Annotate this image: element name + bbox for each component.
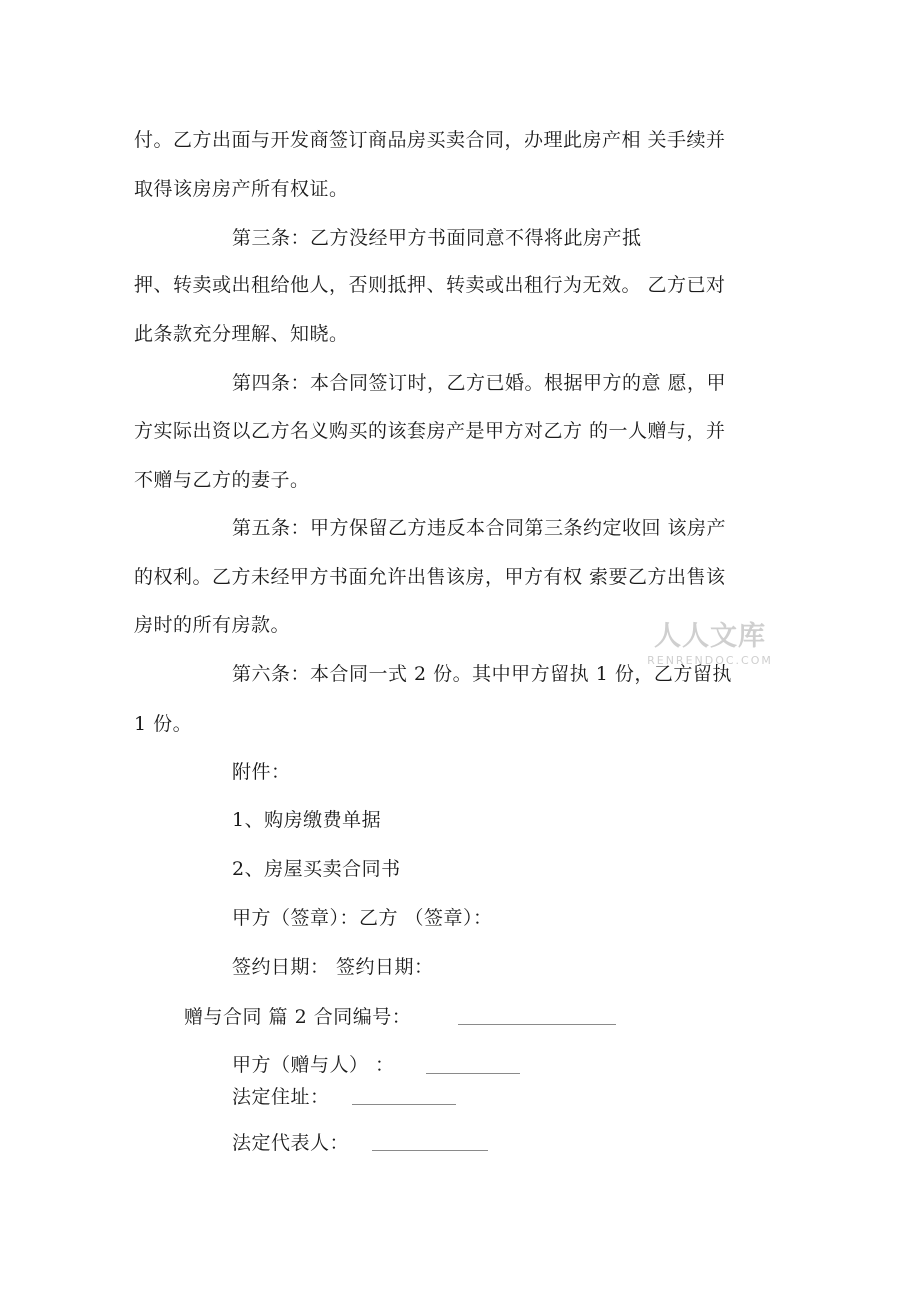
signature-line: 甲方（签章）：乙方 （签章）： xyxy=(232,907,493,929)
attachment-item: 2、房屋买卖合同书 xyxy=(232,858,401,880)
watermark-subtitle: RENRENDOC.COM xyxy=(647,654,773,667)
donor-blank xyxy=(426,1073,520,1074)
paragraph-line: 付。乙方出面与开发商签订商品房买卖合同，办理此房产相 关手续并 xyxy=(134,129,726,151)
watermark-logo xyxy=(640,620,780,680)
paragraph-line: 1 份。 xyxy=(134,713,193,735)
legal-representative-blank xyxy=(372,1150,488,1151)
article-4-heading-line: 第四条：本合同签订时，乙方已婚。根据甲方的意 愿，甲 xyxy=(232,372,727,394)
article-5-heading-line: 第五条：甲方保留乙方违反本合同第三条约定收回 该房产 xyxy=(232,517,727,539)
paragraph-line: 方实际出资以乙方名义购买的该套房产是甲方对乙方 的一人赠与，并 xyxy=(134,420,726,442)
attachment-item: 1、购房缴费单据 xyxy=(232,809,382,831)
signing-date-line: 签约日期： 签约日期： xyxy=(232,956,434,978)
legal-address-line: 法定住址： xyxy=(232,1086,330,1108)
paragraph-line: 此条款充分理解、知晓。 xyxy=(134,323,349,345)
paragraph-line: 房时的所有房款。 xyxy=(134,614,291,636)
contract-number-line: 赠与合同 篇 2 合同编号： xyxy=(184,1006,412,1028)
donor-line: 甲方（赠与人） ： xyxy=(232,1054,395,1076)
attachments-label: 附件： xyxy=(232,761,291,783)
article-3-heading-line: 第三条：乙方没经甲方书面同意不得将此房产抵 xyxy=(232,227,642,249)
paragraph-line: 的权利。乙方未经甲方书面允许出售该房，甲方有权 索要乙方出售该 xyxy=(134,566,726,588)
watermark-title: 人人文库 xyxy=(654,621,766,652)
article-6-heading-line: 第六条：本合同一式 2 份。其中甲方留执 1 份，乙方留执 xyxy=(232,663,732,685)
legal-representative-line: 法定代表人： xyxy=(232,1132,350,1154)
legal-address-blank xyxy=(352,1104,456,1105)
paragraph-line: 取得该房房产所有权证。 xyxy=(134,178,349,200)
paragraph-line: 不赠与乙方的妻子。 xyxy=(134,469,310,491)
paragraph-line: 押、转卖或出租给他人，否则抵押、转卖或出租行为无效。 乙方已对 xyxy=(134,274,726,296)
contract-number-blank xyxy=(458,1024,616,1025)
